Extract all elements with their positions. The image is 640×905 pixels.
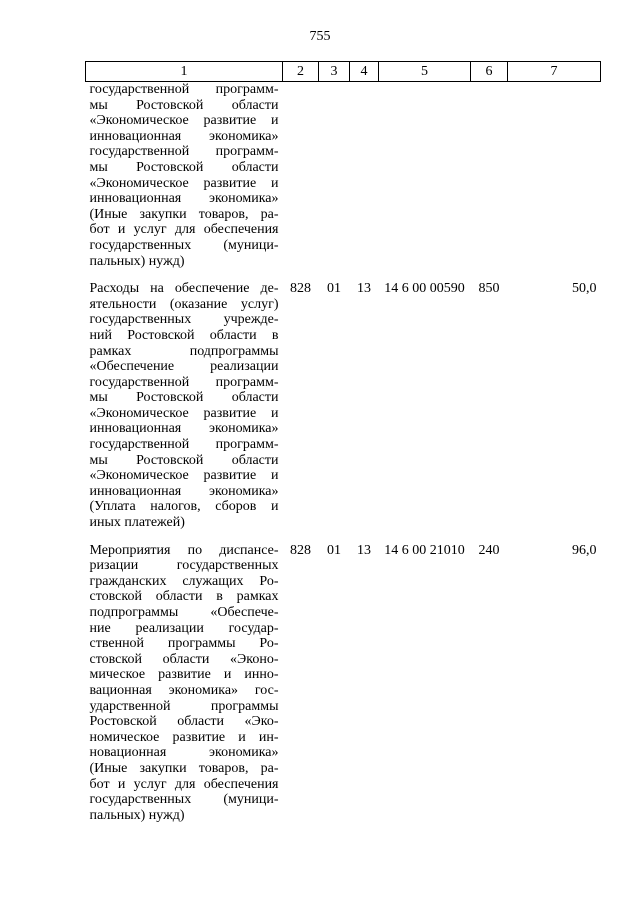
target-article-code [379, 82, 471, 270]
description-line: государственных (муници- [89, 237, 279, 253]
subsection-code [350, 82, 379, 270]
description-line: инновационная экономика» [89, 191, 279, 207]
description-line: «Экономическое развитие и [89, 113, 279, 129]
description-line: «Обеспечение реализации [89, 359, 279, 375]
description-line: инновационная экономика» [89, 128, 279, 144]
description-line: мы Ростовской области [89, 97, 279, 113]
table-row [86, 82, 601, 270]
section-code: 01 [327, 281, 341, 297]
column-header-7: 7 [508, 62, 601, 82]
target-article-code: 14 6 00 21010 [384, 542, 465, 558]
description-line: мы Ростовской области [89, 390, 279, 406]
description-line: мы Ростовской области [89, 452, 279, 468]
description-line: Расходы на обеспечение де- [89, 281, 279, 297]
description-line: государственной программ- [89, 82, 279, 97]
description-line: «Экономическое развитие и [89, 175, 279, 191]
description-line: вационная экономика» гос- [89, 682, 279, 698]
table-header-row [86, 62, 601, 82]
description-line: ударственной программы [89, 698, 279, 714]
description-line: стовской области «Эконо- [89, 651, 279, 667]
description-line: государственной программ- [89, 144, 279, 160]
description-line: стовской области в рамках [89, 589, 279, 605]
description-line: новационная экономика» [89, 745, 279, 761]
ministry-code: 828 [290, 281, 311, 297]
description-line: государственной программ- [89, 374, 279, 390]
description-line: ственной программы Ро- [89, 636, 279, 652]
column-header-1: 1 [86, 62, 283, 82]
section-code [319, 82, 350, 270]
description-line: гражданских служащих Ро- [89, 573, 279, 589]
subsection-code: 13 [357, 281, 371, 297]
description-line: инновационная экономика» [89, 421, 279, 437]
expense-type-code: 850 [478, 281, 500, 297]
budget-table [85, 61, 601, 823]
column-header-4: 4 [350, 62, 379, 82]
column-header-5: 5 [379, 62, 471, 82]
description-line: ризации государственных [89, 558, 279, 574]
target-article-code: 14 6 00 00590 [384, 281, 465, 297]
column-header-6: 6 [471, 62, 508, 82]
subsection-code: 13 [357, 542, 371, 558]
description-line: государственных (муници- [89, 792, 279, 808]
description-line: ние реализации государ- [89, 620, 279, 636]
amount: 96,0 [572, 542, 597, 558]
table-row [86, 543, 601, 824]
column-header-3: 3 [319, 62, 350, 82]
expense-type-code: 240 [478, 542, 500, 558]
ministry-code: 828 [290, 542, 311, 558]
row-description [86, 543, 283, 824]
table-row [86, 281, 601, 531]
row-description [86, 281, 283, 531]
description-line: государственной программ- [89, 437, 279, 453]
description-line: Мероприятия по диспансе- [89, 542, 279, 558]
description-line: (Уплата налогов, сборов и [89, 499, 279, 515]
description-line: Ростовской области «Эко- [89, 714, 279, 730]
description-line: ний Ростовской области в [89, 327, 279, 343]
description-line: мы Ростовской области [89, 159, 279, 175]
ministry-code [283, 82, 319, 270]
description-line: (Иные закупки товаров, ра- [89, 206, 279, 222]
description-line: «Экономическое развитие и [89, 405, 279, 421]
description-line: государственных учрежде- [89, 312, 279, 328]
page-number: 755 [309, 29, 331, 44]
description-line: номическое развитие и ин- [89, 729, 279, 745]
row-spacer [86, 531, 601, 543]
description-line: бот и услуг для обеспечения [89, 222, 279, 238]
description-line: инновационная экономика» [89, 483, 279, 499]
amount [508, 82, 601, 270]
row-description [86, 82, 283, 270]
description-line: пальных) нужд) [89, 253, 185, 269]
description-line: бот и услуг для обеспечения [89, 776, 279, 792]
row-spacer [86, 269, 601, 281]
description-line: (Иные закупки товаров, ра- [89, 760, 279, 776]
section-code: 01 [327, 542, 341, 558]
amount: 50,0 [572, 281, 597, 297]
description-line: рамках подпрограммы [89, 343, 279, 359]
description-line: мическое развитие и инно- [89, 667, 279, 683]
column-header-2: 2 [283, 62, 319, 82]
description-line: пальных) нужд) [89, 807, 185, 823]
description-line: ятельности (оказание услуг) [89, 296, 279, 312]
description-line: иных платежей) [89, 515, 185, 531]
description-line: подпрограммы «Обеспече- [89, 605, 279, 620]
description-line: «Экономическое развитие и [89, 468, 279, 484]
expense-type-code [471, 82, 508, 270]
